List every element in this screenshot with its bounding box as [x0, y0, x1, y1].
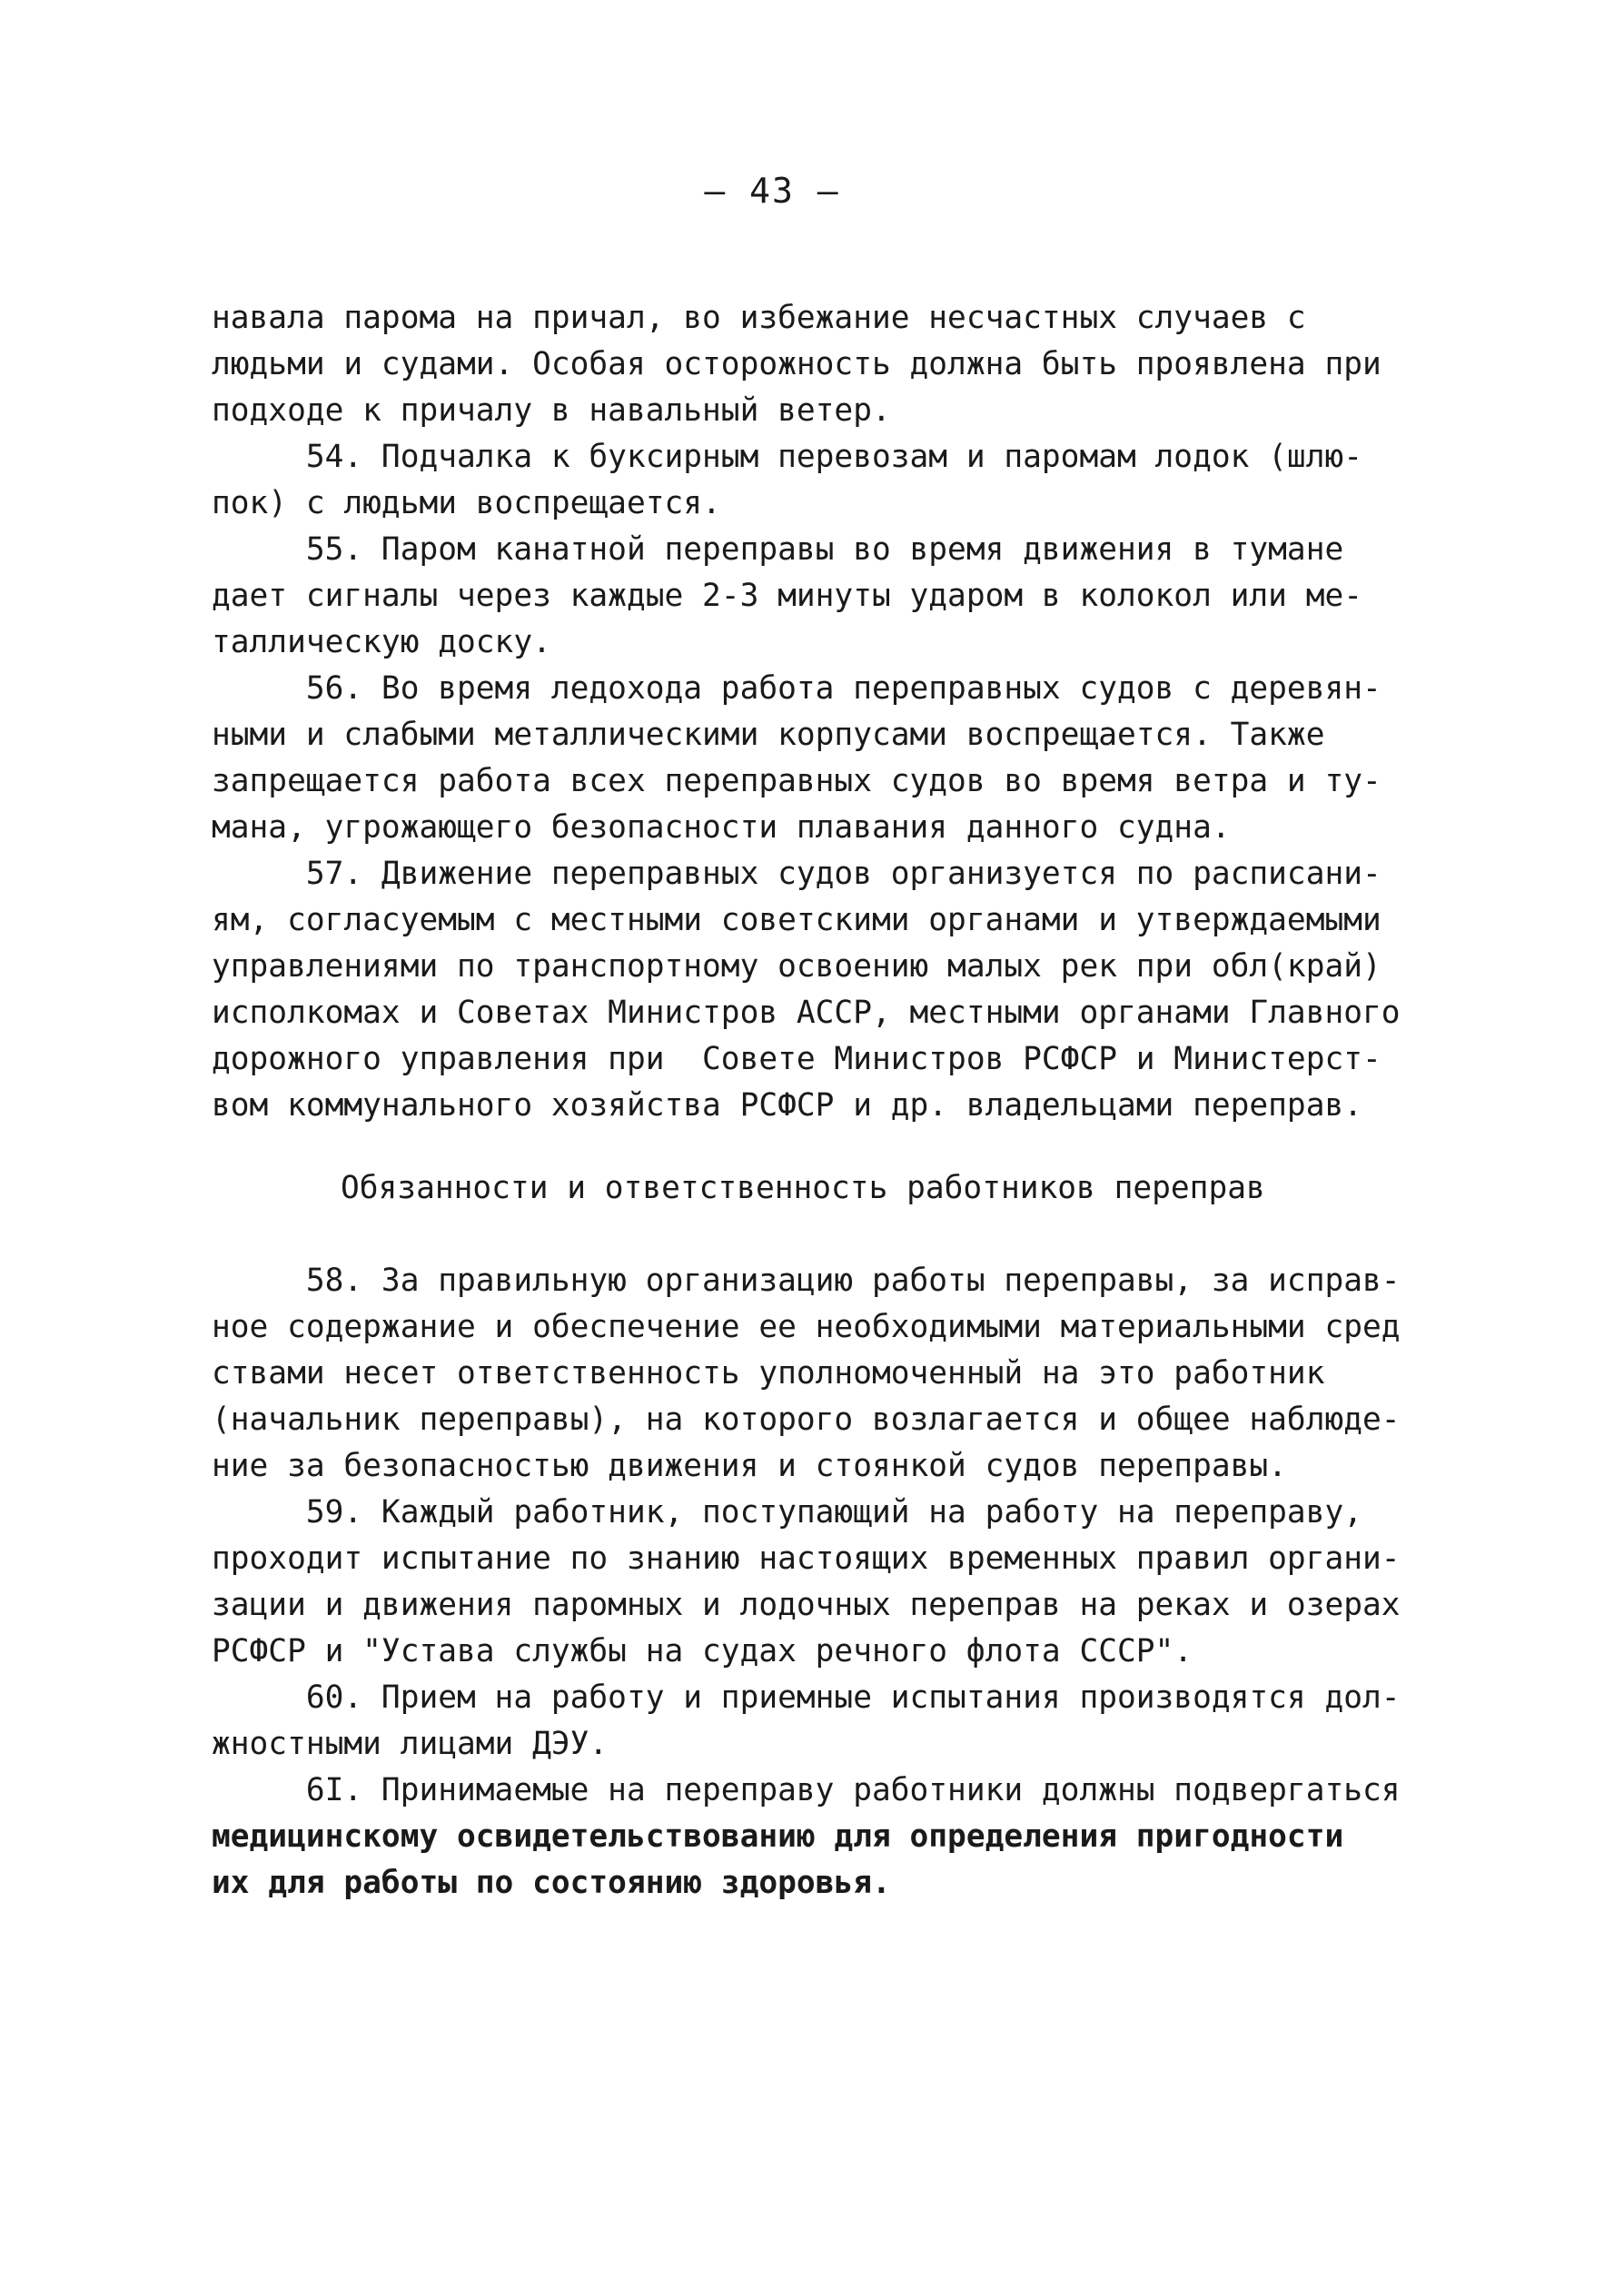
text-line: жностными лицами ДЭУ.	[212, 1726, 609, 1762]
text-line: ными и слабыми металлическими корпусами воспрещается. Также	[212, 717, 1325, 753]
text-line: дает сигналы через каждые 2-3 минуты ударом в колокол или ме-	[212, 578, 1363, 614]
text-line: зации и движения паромных и лодочных переправ на реках и озерах	[212, 1587, 1401, 1623]
text-line: 57. Движение переправных судов организуется по расписани-	[212, 856, 1381, 892]
text-line: исполкомах и Советах Министров АССР, местными органами Главного	[212, 995, 1401, 1031]
text-line: подходе к причалу в навальный ветер.	[212, 392, 891, 429]
text-line: вом коммунального хозяйства РСФСР и др. владельцами переправ.	[212, 1087, 1363, 1124]
text-line: 58. За правильную организацию работы переправы, за исправ-	[212, 1263, 1401, 1299]
page-number: — 43 —	[704, 171, 840, 211]
text-line: ям, согласуемым с местными советскими органами и утверждаемыми	[212, 902, 1381, 938]
section-paragraphs-53-57	[212, 295, 1420, 1129]
text-line: ствами несет ответственность уполномоченный на это работник	[212, 1355, 1325, 1392]
text-line: таллическую доску.	[212, 624, 551, 660]
text-line: ное содержание и обеспечение ее необходимыми материальными сред	[212, 1309, 1401, 1345]
text-line: управлениями по транспортному освоению малых рек при обл(край)	[212, 948, 1381, 985]
text-line: 54. Подчалка к буксирным перевозам и паромам лодок (шлю-	[212, 439, 1363, 475]
text-line: мана, угрожающего безопасности плавания данного судна.	[212, 809, 1231, 846]
text-line: РСФСР и "Устава службы на судах речного флота СССР".	[212, 1633, 1193, 1669]
text-line: пок) с людьми воспрещается.	[212, 485, 721, 521]
section-heading: Обязанности и ответственность работников переправ	[341, 1170, 1265, 1206]
text-line: ние за безопасностью движения и стоянкой судов переправы.	[212, 1448, 1287, 1484]
text-line: людьми и судами. Особая осторожность должна быть проявлена при	[212, 346, 1381, 382]
text-line: дорожного управления при Совете Министров РСФСР и Министерст-	[212, 1041, 1381, 1077]
text-line: 59. Каждый работник, поступающий на работу на переправу,	[212, 1494, 1363, 1530]
text-line: медицинскому освидетельствованию для определения пригодности	[212, 1818, 1344, 1855]
text-line: 6I. Принимаемые на переправу работники должны подвергаться	[212, 1772, 1401, 1808]
section-paragraphs-58-61	[212, 1258, 1420, 1907]
text-line: запрещается работа всех переправных судов во время ветра и ту-	[212, 763, 1381, 799]
text-line: 60. Прием на работу и приемные испытания производятся дол-	[212, 1679, 1401, 1716]
text-line: (начальник переправы), на которого возлагается и общее наблюде-	[212, 1402, 1401, 1438]
text-line: 55. Паром канатной переправы во время движения в тумане	[212, 531, 1344, 568]
text-line: их для работы по состоянию здоровья.	[212, 1865, 891, 1901]
text-line: навала парома на причал, во избежание несчастных случаев с	[212, 300, 1306, 336]
text-line: проходит испытание по знанию настоящих временных правил органи-	[212, 1540, 1401, 1577]
text-line: 56. Во время ледохода работа переправных судов с деревян-	[212, 670, 1381, 707]
